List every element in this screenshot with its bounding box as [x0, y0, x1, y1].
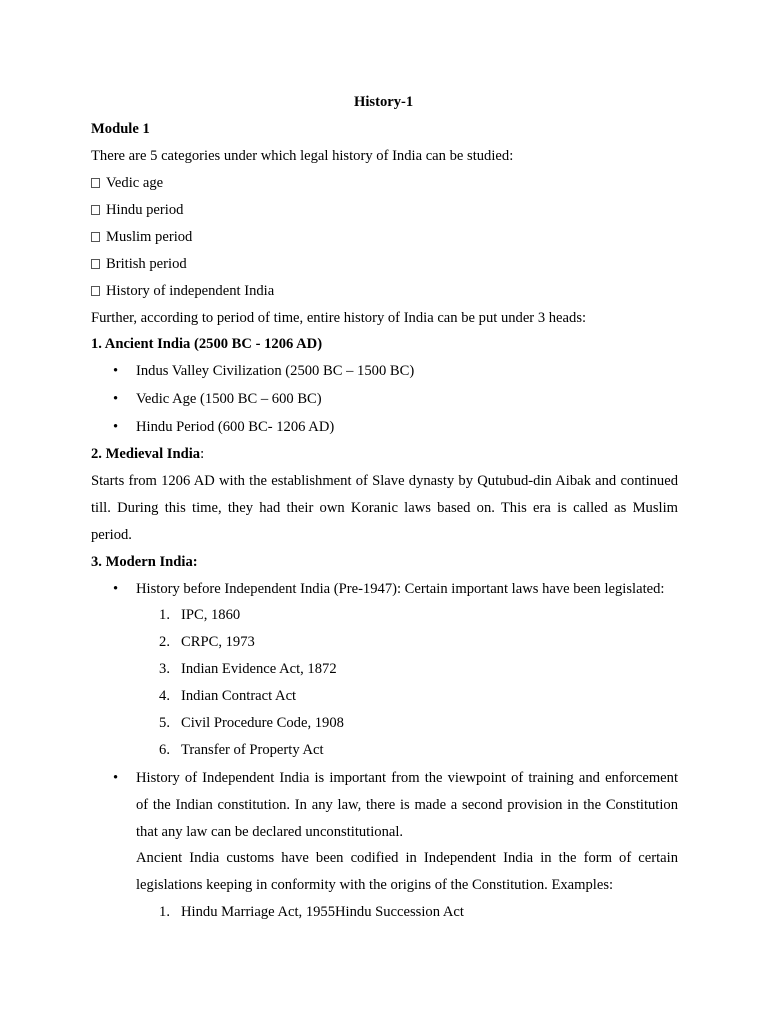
list-item: Vedic Age (1500 BC – 600 BC) — [136, 391, 322, 407]
law-item: Transfer of Property Act — [181, 742, 324, 758]
further-paragraph: Further, according to period of time, entire history of India can be put under 3 heads: — [91, 310, 587, 326]
independent-paragraph-line: Ancient India customs have been codified in Independent India in the form of certain — [136, 850, 678, 866]
checkbox-glyph-icon — [91, 259, 100, 269]
list-number: 4. — [159, 688, 170, 704]
list-item: History before Independent India (Pre-1947): Certain important laws have been legislated: — [136, 581, 665, 597]
list-item: Indus Valley Civilization (2500 BC – 1500 BC) — [136, 363, 415, 379]
list-number: 1. — [159, 904, 170, 920]
category-item: British period — [91, 255, 187, 273]
independent-paragraph-line: that any law can be declared unconstitutional. — [136, 824, 404, 840]
list-number: 3. — [159, 661, 170, 677]
module-heading: Module 1 — [91, 121, 150, 137]
independent-paragraph-line: legislations keeping in conformity with the origins of the Constitution. Examples: — [136, 877, 614, 893]
document-title: History-1 — [354, 94, 414, 110]
category-item: History of independent India — [91, 282, 274, 300]
list-number: 2. — [159, 634, 170, 650]
law-item: Indian Evidence Act, 1872 — [181, 661, 337, 677]
independent-paragraph-line: of the Indian constitution. In any law, there is made a second provision in the Constitution — [136, 797, 678, 813]
checkbox-glyph-icon — [91, 178, 100, 188]
independent-paragraph-line: History of Independent India is important from the viewpoint of training and enforcement — [136, 770, 678, 786]
list-number: 1. — [159, 607, 170, 623]
category-item: Muslim period — [91, 228, 192, 246]
law-item: Indian Contract Act — [181, 688, 297, 704]
list-number: 5. — [159, 715, 170, 731]
bullet-icon: • — [113, 581, 119, 597]
bullet-icon: • — [113, 363, 119, 379]
law-item: Civil Procedure Code, 1908 — [181, 715, 344, 731]
medieval-paragraph-line: period. — [91, 527, 132, 543]
medieval-paragraph-line: Starts from 1206 AD with the establishment of Slave dynasty by Qutubud-din Aibak and continued — [91, 473, 678, 489]
list-item: Hindu Period (600 BC- 1206 AD) — [136, 419, 335, 435]
section-heading-ancient: 1. Ancient India (2500 BC - 1206 AD) — [91, 336, 323, 352]
category-item: Vedic age — [91, 174, 163, 192]
law-item: CRPC, 1973 — [181, 634, 255, 650]
checkbox-glyph-icon — [91, 286, 100, 296]
bullet-icon: • — [113, 391, 119, 407]
checkbox-glyph-icon — [91, 232, 100, 242]
section-heading-modern: 3. Modern India: — [91, 554, 198, 570]
bullet-icon: • — [113, 770, 119, 786]
example-item: Hindu Marriage Act, 1955Hindu Succession Act — [181, 904, 464, 920]
bullet-icon: • — [113, 419, 119, 435]
intro-paragraph: There are 5 categories under which legal history of India can be studied: — [91, 148, 514, 164]
section-heading-medieval: 2. Medieval India: — [91, 446, 205, 462]
medieval-paragraph-line: till. During this time, they had their own Koranic laws based on. This era is called as Muslim — [91, 500, 678, 516]
category-item: Hindu period — [91, 201, 183, 219]
law-item: IPC, 1860 — [181, 607, 241, 623]
checkbox-glyph-icon — [91, 205, 100, 215]
list-number: 6. — [159, 742, 170, 758]
